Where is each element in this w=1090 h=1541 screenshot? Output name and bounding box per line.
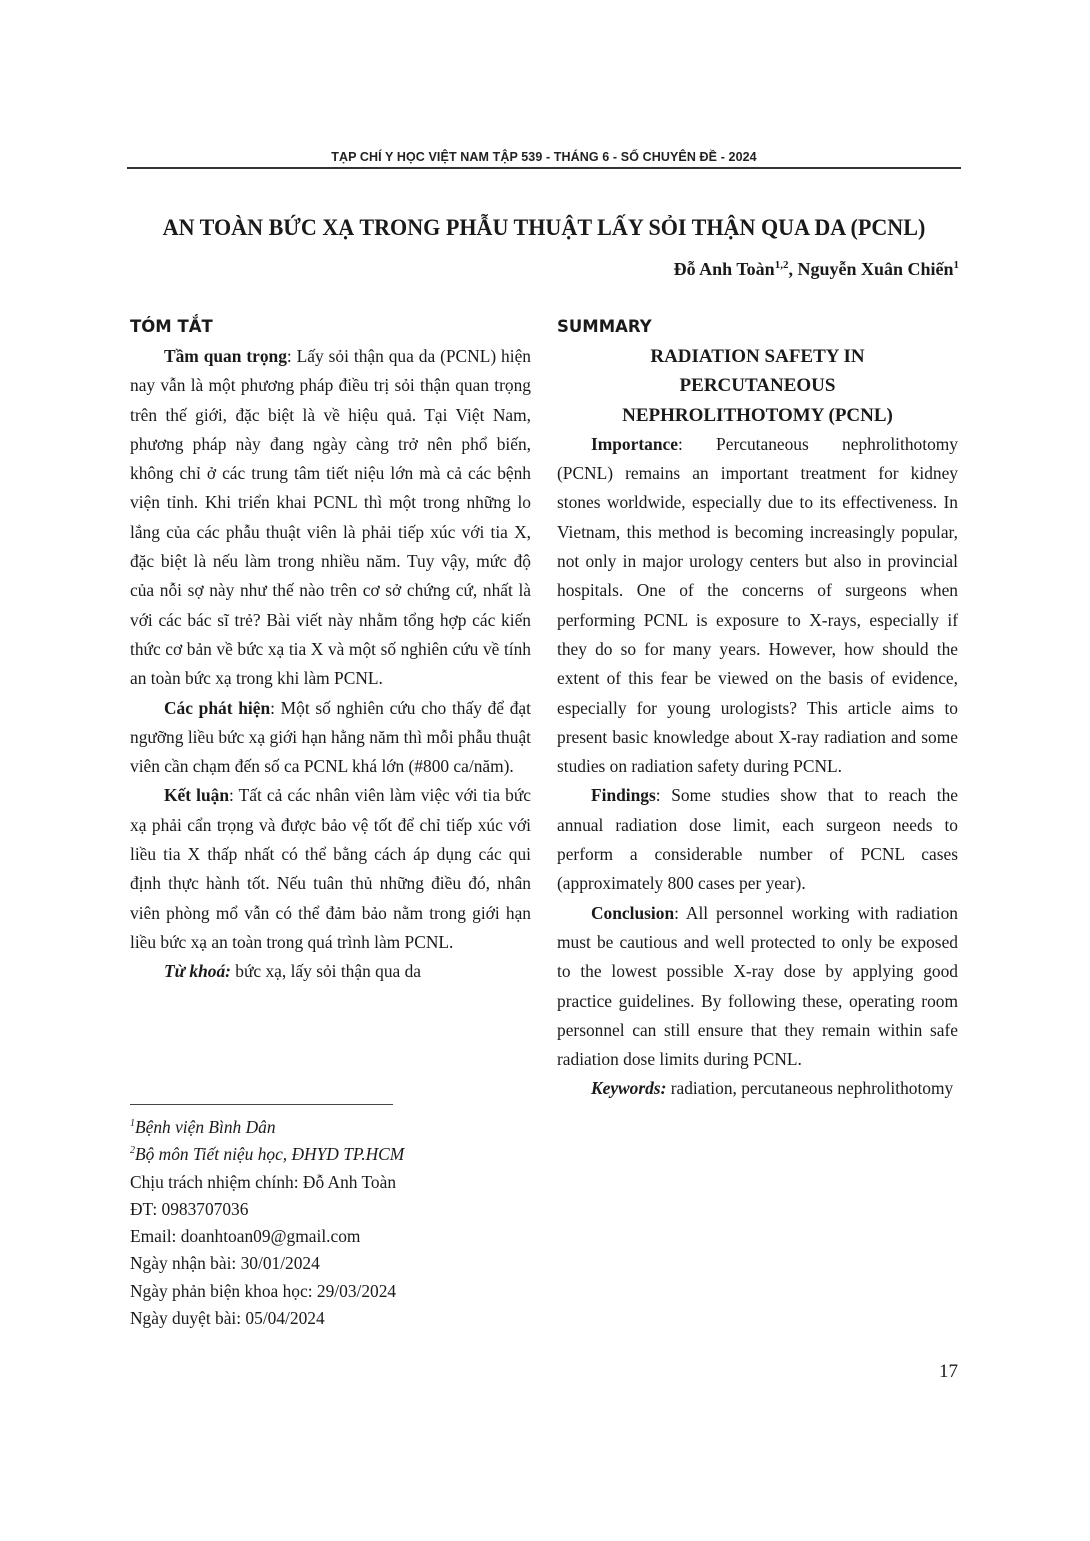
header-rule [127,167,961,169]
abstract-paragraph-importance [130,342,531,694]
keywords-text: bức xạ, lấy sỏi thận qua da [230,961,421,982]
summary-paragraph-findings [557,781,958,898]
english-summary-column [557,312,958,1104]
paragraph-text: : Một số nghiên cứu cho thấy để đạt ngưỡng liều bức xạ giới hạn hằng năm thì mỗi phẫu thuật viên cần chạm đến số ca PCNL khá lớn (#800 ca/năm). [130,697,531,777]
email-address: Email: doanhtoan09@gmail.com [130,1226,361,1247]
affiliation-number: 1 [130,1118,135,1129]
corresponding-author: Chịu trách nhiệm chính: Đỗ Anh Toàn [130,1171,397,1192]
author-separator: , [788,259,798,279]
date-reviewed: Ngày phản biện khoa học: 29/03/2024 [130,1280,397,1301]
keywords-label: Từ khoá: [164,961,231,982]
article-title: AN TOÀN BỨC XẠ TRONG PHẪU THUẬT LẤY SỎI THẬN QUA DA (PCNL) [162,215,926,241]
affiliation-footnote [130,1141,404,1168]
author-affiliation: 1,2 [774,259,789,271]
affiliation-text: Bệnh viện Bình Dân [135,1117,276,1137]
english-title-line: RADIATION SAFETY IN [650,346,865,367]
paragraph-label: Conclusion [591,902,675,923]
paragraph-text: : Some studies show that to reach the annual radiation dose limit, each surgeon needs to perform a considerable number of PCNL cases (approximately 800 cases per year). [557,785,958,894]
english-title [557,342,958,430]
keywords-vi [130,957,531,986]
english-title-line: PERCUTANEOUS [679,375,836,397]
abstract-heading-vi: TÓM TẮT [130,317,213,336]
footnotes [130,1114,404,1332]
paragraph-text: : Percutaneous nephrolithotomy (PCNL) remains an important treatment for kidney stones worldwide, especially due to its effectiveness. In Vietnam, this method is becoming increasingly popular, not only in major urology centers but also in provincial hospitals. One of the concerns of surgeons when performing PCNL is exposure to X-rays, especially if they do so for many years. However, how should the extent of this fear be viewed on the basis of evidence, especially for young urologists? This article aims to present basic knowledge about X-ray radiation and some studies on radiation safety during PCNL. [557,433,958,777]
affiliation-number: 2 [130,1145,135,1157]
journal-running-header: TẠP CHÍ Y HỌC VIỆT NAM TẬP 539 - THÁNG 6 - SỐ CHUYÊN ĐỀ - 2024 [331,150,757,164]
date-accepted: Ngày duyệt bài: 05/04/2024 [130,1308,325,1329]
footnote-rule [130,1104,393,1105]
page-number: 17 [939,1361,958,1382]
phone-number: ĐT: 0983707036 [130,1198,249,1219]
paragraph-label: Findings [591,785,656,806]
keywords-en [557,1074,958,1103]
author-name: Nguyễn Xuân Chiến [797,259,954,279]
date-received: Ngày nhận bài: 30/01/2024 [130,1253,320,1274]
paragraph-label: Tầm quan trọng [164,346,287,366]
affiliation-footnote [130,1114,404,1141]
keywords-label: Keywords: [591,1078,667,1099]
paragraph-label: Các phát hiện [164,697,271,718]
paragraph-label: Kết luận [164,785,230,806]
english-title-line: NEPHROLITHOTOMY (PCNL) [622,404,893,426]
author-name: Đỗ Anh Toàn [673,259,775,279]
paragraph-text: : All personnel working with radiation must be cautious and well protected to only be exposed to the lowest possible X-ray dose by applying good practice guidelines. By following these, operating room personnel can still ensure that they remain within safe radiation dose limits during PCNL. [557,902,958,1070]
author-list [674,259,959,280]
paragraph-text: : Tất cả các nhân viên làm việc với tia bức xạ phải cẩn trọng và được bảo vệ tốt để chỉ tiếp xúc với liều tia X thấp nhất có thể bằng cách áp dụng các qui định thực hành tốt. Nếu tuân thủ những điều đó, nhân viên phòng mổ vẫn có thể đảm bảo nằm trong giới hạn liều bức xạ an toàn trong quá trình làm PCNL. [130,785,531,952]
author-affiliation: 1 [953,259,959,271]
abstract-paragraph-conclusion [130,781,531,957]
paragraph-label: Importance [591,433,678,454]
summary-paragraph-conclusion [557,899,958,1075]
keywords-text: radiation, percutaneous nephrolithotomy [666,1078,954,1099]
abstract-paragraph-findings [130,694,531,782]
affiliation-text: Bộ môn Tiết niệu học, ĐHYD TP.HCM [135,1144,405,1165]
summary-heading-en: SUMMARY [557,317,652,336]
summary-paragraph-importance [557,430,958,782]
vietnamese-abstract-column [130,312,531,987]
paragraph-text: : Lấy sỏi thận qua da (PCNL) hiện nay vẫn là một phương pháp điều trị sỏi thận quan trọng trên thế giới, đặc biệt là về hiệu quả. Tại Việt Nam, phương pháp này đang ngày càng trở nên phổ biến, không chỉ ở các trung tâm tiết niệu lớn mà cả các bệnh viện tỉnh. Khi triển khai PCNL thì một trong những lo lắng của các phẫu thuật viên là phải tiếp xúc với tia X, đặc biệt là nếu làm trong nhiều năm. Tuy vậy, mức độ của nỗi sợ này như thế nào trên cơ sở chứng cứ, nhất là với các bác sĩ trẻ? Bài viết này nhằm tổng hợp các kiến thức cơ bản về bức xạ tia X và một số nghiên cứu về tính an toàn bức xạ trong khi làm PCNL. [130,346,531,689]
